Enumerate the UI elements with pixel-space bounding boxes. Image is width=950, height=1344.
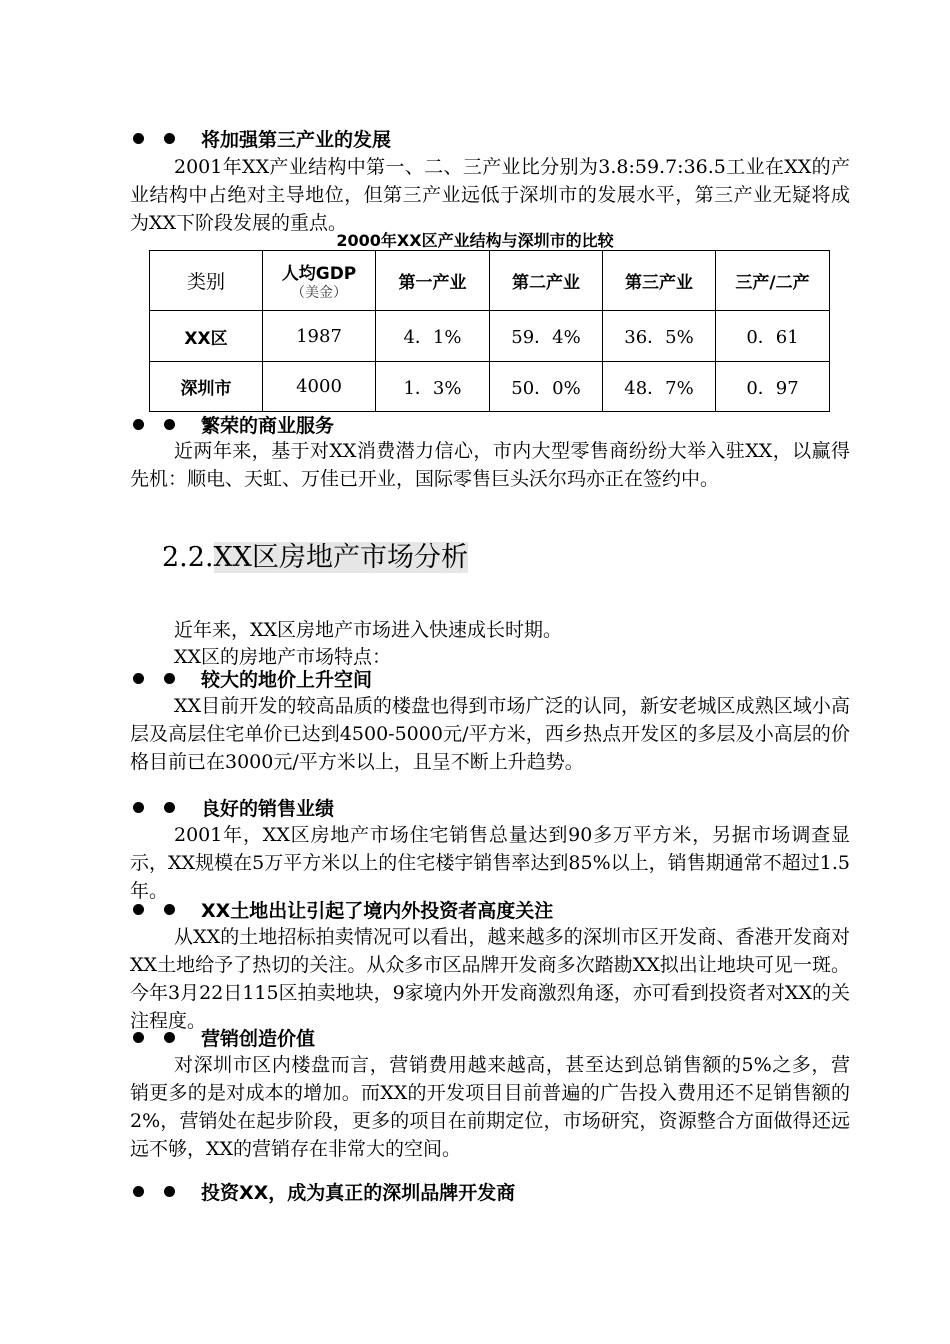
paragraph: 从XX的土地招标拍卖情况可以看出，越来越多的深圳市区开发商、香港开发商对XX土地给予了热切的关注。从众多市区品牌开发商多次踏勘XX拟出让地块可见一斑。今年3月22日115区拍卖地块，9家境内外开发商激烈角逐，亦可看到投资者对XX的关注程度。 [130, 926, 850, 1032]
cell-primary: 1．3% [376, 362, 490, 412]
header-primary: 第一产业 [376, 251, 490, 311]
heading-text: 营销创造价值 [201, 1028, 316, 1050]
cell-primary: 4．1% [376, 311, 490, 362]
table-caption: 2000年XX区产业结构与深圳市的比较 [336, 231, 614, 250]
bullet-heading [130, 667, 372, 693]
intro-line: 近年来，XX区房地产市场进入快速成长时期。 [174, 619, 563, 641]
paragraph: 2001年，XX区房地产市场住宅销售总量达到90多万平方米，另据市场调查显示，XX规模在5万平方米以上的住宅楼宇销售率达到85%以上，销售期通常不超过1.5年。 [130, 824, 850, 902]
paragraph: 对深圳市区内楼盘而言，营销费用越来越高，甚至达到总销售额的5%之多，营销更多的是对成本的增加。而XX的开发项目目前普遍的广告投入费用还不足销售额的2%，营销处在起步阶段，更多的项目在前期定位，市场研究，资源整合方面做得还远远不够，XX的营销存在非常大的空间。 [130, 1054, 850, 1160]
cell-gdp: 1987 [263, 311, 376, 362]
bullet-heading [130, 413, 334, 439]
header-gdp [263, 251, 376, 311]
heading-text: 较大的地价上升空间 [201, 669, 373, 691]
bullet-dot-icon [133, 802, 144, 813]
bullet-heading [130, 898, 553, 924]
heading-text: 良好的销售业绩 [201, 798, 335, 820]
header-category: 类别 [150, 251, 263, 311]
table-row [150, 311, 830, 362]
header-ratio: 三产/二产 [716, 251, 830, 311]
cell-ratio: 0．97 [716, 362, 830, 412]
row-name: 深圳市 [150, 362, 263, 412]
section-number: 2.2. [162, 542, 214, 573]
bullet-heading [130, 796, 334, 822]
table-header-row [150, 251, 830, 311]
bullet-dot-icon [133, 419, 144, 430]
paragraph: 2001年XX产业结构中第一、二、三产业比分别为3.8:59.7:36.5工业在XX的产业结构中占绝对主导地位，但第三产业远低于深圳市的发展水平，第三产业无疑将成为XX下阶段发展的重点。 [130, 156, 850, 234]
header-secondary: 第二产业 [490, 251, 603, 311]
bullet-dot-icon [133, 1186, 144, 1197]
section-title-text: XX区房地产市场分析 [213, 542, 468, 573]
bullet-heading [130, 127, 391, 153]
heading-text: 繁荣的商业服务 [201, 415, 335, 437]
row-name: XX区 [150, 311, 263, 362]
bullet-dot-icon [164, 133, 175, 144]
cell-secondary: 59．4% [490, 311, 603, 362]
bullet-dot-icon [133, 673, 144, 684]
bullet-heading [130, 1180, 515, 1206]
bullet-dot-icon [164, 1032, 175, 1043]
bullet-dot-icon [164, 802, 175, 813]
cell-tertiary: 48．7% [603, 362, 716, 412]
cell-gdp: 4000 [263, 362, 376, 412]
bullet-dot-icon [133, 133, 144, 144]
cell-secondary: 50．0% [490, 362, 603, 412]
paragraph: 近两年来，基于对XX消费潜力信心，市内大型零售商纷纷大举入驻XX，以赢得先机：顺电、天虹、万佳已开业，国际零售巨头沃尔玛亦正在签约中。 [130, 440, 850, 490]
heading-text: 将加强第三产业的发展 [201, 129, 392, 151]
section-title [162, 540, 468, 576]
heading-text: XX土地出让引起了境内外投资者高度关注 [201, 900, 554, 922]
header-tertiary: 第三产业 [603, 251, 716, 311]
bullet-dot-icon [133, 1032, 144, 1043]
bullet-dot-icon [164, 419, 175, 430]
bullet-dot-icon [164, 904, 175, 915]
bullet-dot-icon [133, 904, 144, 915]
comparison-table [149, 250, 830, 412]
header-gdp-unit: （美金） [291, 285, 347, 301]
table-row [150, 362, 830, 412]
bullet-dot-icon [164, 673, 175, 684]
intro-line: XX区的房地产市场特点： [174, 646, 392, 668]
cell-tertiary: 36．5% [603, 311, 716, 362]
paragraph: XX目前开发的较高品质的楼盘也得到市场广泛的认同，新安老城区成熟区域小高层及高层住宅单价已达到4500-5000元/平方米，西乡热点开发区的多层及小高层的价格目前已在3000元/平方米以上，且呈不断上升趋势。 [130, 695, 850, 773]
bullet-heading [130, 1026, 315, 1052]
heading-text: 投资XX，成为真正的深圳品牌开发商 [201, 1182, 516, 1204]
bullet-dot-icon [164, 1186, 175, 1197]
header-gdp-label: 人均GDP [281, 264, 357, 284]
cell-ratio: 0．61 [716, 311, 830, 362]
